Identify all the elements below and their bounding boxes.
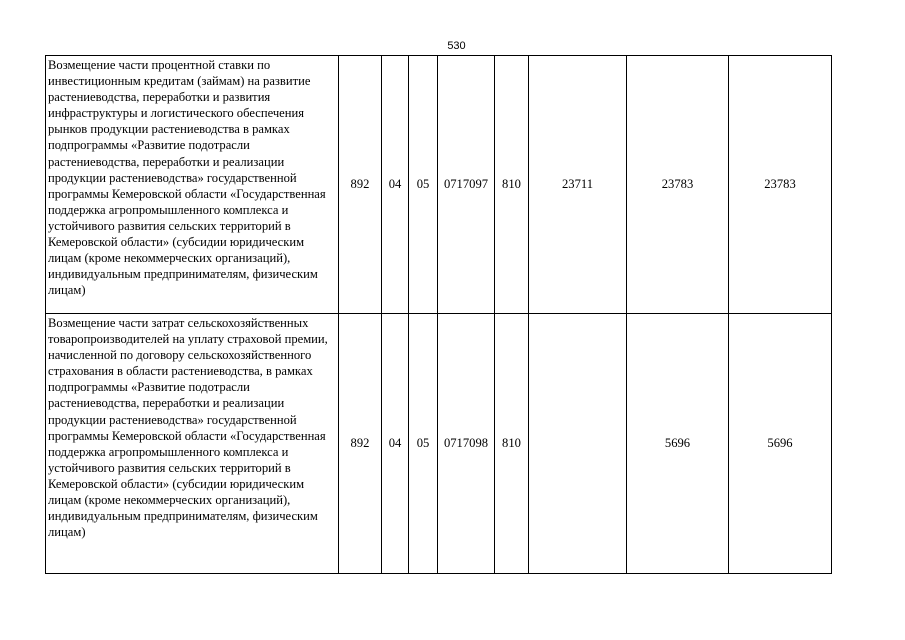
amount-3-cell: 23783	[729, 56, 832, 314]
table-row	[46, 314, 832, 574]
expense-type-cell: 810	[495, 56, 529, 314]
amount-1-cell: 23711	[529, 56, 627, 314]
table-row	[46, 56, 832, 314]
subsection-code-cell: 05	[409, 314, 438, 574]
section-code-cell: 04	[382, 314, 409, 574]
section-code-cell: 04	[382, 56, 409, 314]
target-article-cell: 0717098	[438, 314, 495, 574]
row-name-cell: Возмещение части затрат сельскохозяйственных товаропроизводителей на уплату страховой премии, начисленной по договору сельскохозяйственного страхования в области растениеводства, в рамках подпрограммы «Развитие подотрасли растениеводства, переработки и реализации продукции растениеводства» государственной программы Кемеровской области «Государственная поддержка агропромышленного комплекса и устойчивого развития сельских территорий в Кемеровской области» (субсидии юридическим лицам (кроме некоммерческих организаций), индивидуальным предпринимателям, физическим лицам)	[46, 314, 339, 574]
amount-2-cell: 23783	[627, 56, 729, 314]
expense-type-cell: 810	[495, 314, 529, 574]
target-article-cell: 0717097	[438, 56, 495, 314]
ministry-code-cell: 892	[339, 314, 382, 574]
amount-2-cell: 5696	[627, 314, 729, 574]
row-name-cell: Возмещение части процентной ставки по инвестиционным кредитам (займам) на развитие растениеводства, переработки и развития инфраструктуры и логистического обеспечения рынков продукции растениеводства в рамках подпрограммы «Развитие подотрасли растениеводства, переработки и реализации продукции растениеводства» государственной программы Кемеровской области «Государственная поддержка агропромышленного комплекса и устойчивого развития сельских территорий в Кемеровской области» (субсидии юридическим лицам (кроме некоммерческих организаций), индивидуальным предпринимателям, физическим лицам)	[46, 56, 339, 314]
subsection-code-cell: 05	[409, 56, 438, 314]
amount-3-cell: 5696	[729, 314, 832, 574]
budget-table	[45, 55, 832, 574]
page-number: 530	[447, 40, 466, 52]
ministry-code-cell: 892	[339, 56, 382, 314]
amount-1-cell	[529, 314, 627, 574]
